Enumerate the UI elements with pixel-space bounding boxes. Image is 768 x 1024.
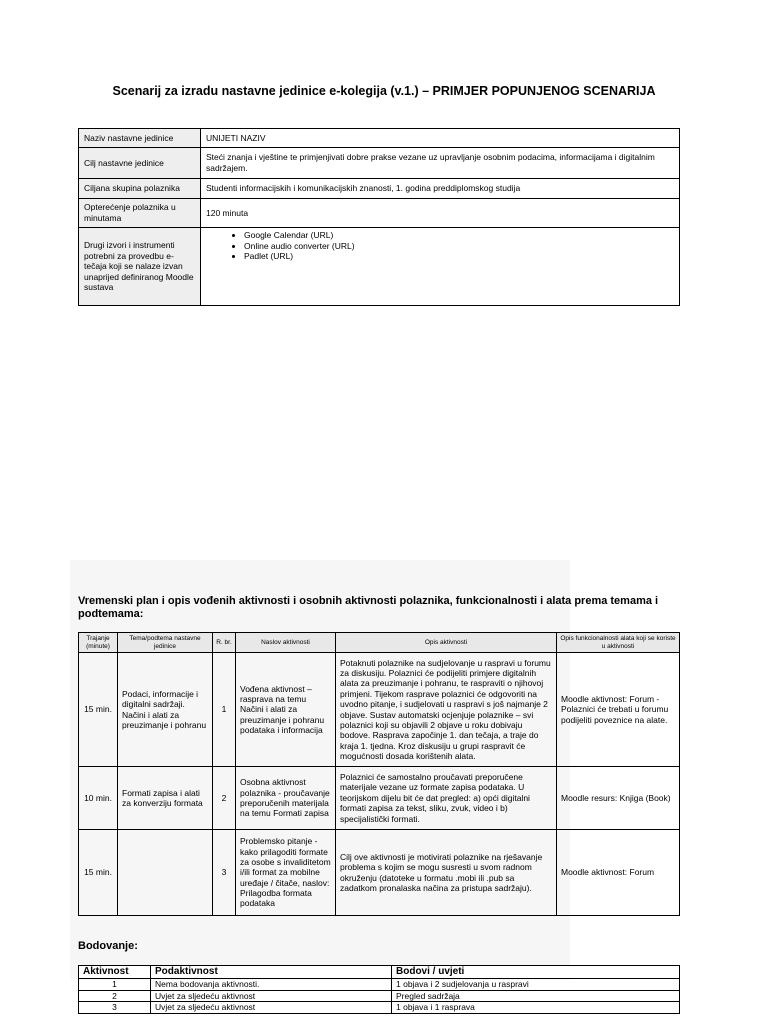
col-header-number: R. br.	[213, 633, 236, 653]
scoring-heading: Bodovanje:	[78, 940, 138, 952]
plan-row	[79, 767, 680, 830]
plan-topic: Podaci, informacije i digitalni sadržaji. Načini i alati za preuzimanje i pohranu	[118, 653, 213, 767]
scoring-points: 1 objava i 1 rasprava	[392, 1002, 680, 1014]
scoring-row	[79, 979, 680, 991]
scoring-activity: 2	[79, 990, 151, 1002]
plan-topic: Formati zapisa i alati za konverziju formata	[118, 767, 213, 830]
info-row	[79, 179, 680, 199]
plan-tools: Moodle aktivnost: Forum - Polaznici će trebati u forumu podijeliti poveznice na alate.	[557, 653, 680, 767]
info-row	[79, 129, 680, 148]
info-row	[79, 228, 680, 306]
plan-row	[79, 830, 680, 916]
info-row	[79, 199, 680, 228]
col-header-description: Opis aktivnosti	[336, 633, 557, 653]
plan-tools: Moodle aktivnost: Forum	[557, 830, 680, 916]
plan-row	[79, 653, 680, 767]
plan-topic	[118, 830, 213, 916]
info-value: UNIJETI NAZIV	[201, 129, 680, 148]
col-header-topic: Tema/podtema nastavne jedinice	[118, 633, 213, 653]
plan-tools: Moodle resurs: Knjiga (Book)	[557, 767, 680, 830]
plan-heading: Vremenski plan i opis vođenih aktivnosti i osobnih aktivnosti polaznika, funkcionalnosti i alata prema temama i podtemama:	[78, 595, 659, 621]
col-header-subactivity: Podaktivnost	[151, 966, 392, 979]
plan-number: 1	[213, 653, 236, 767]
unit-info-table	[78, 128, 680, 306]
tools-list	[206, 230, 674, 262]
info-label: Opterećenje polaznika u minutama	[79, 199, 201, 228]
scoring-activity: 3	[79, 1002, 151, 1014]
plan-duration: 10 min.	[79, 767, 118, 830]
plan-number: 3	[213, 830, 236, 916]
info-value: Studenti informacijskih i komunikacijskih znanosti, 1. godina preddiplomskog studija	[201, 179, 680, 199]
scoring-subactivity: Uvjet za sljedeću aktivnost	[151, 1002, 392, 1014]
scoring-row	[79, 990, 680, 1002]
tool-item: • Online audio converter (URL)	[244, 241, 674, 252]
scoring-header-row	[79, 966, 680, 979]
plan-activity-title: Problemsko pitanje - kako prilagoditi formate za osobe s invaliditetom i/ili format za mobilne uređaje / čitače, naslov: Prilagodba formata podataka	[236, 830, 336, 916]
plan-duration: 15 min.	[79, 653, 118, 767]
info-label: Cilj nastavne jedinice	[79, 148, 201, 179]
tool-item: • Google Calendar (URL)	[244, 230, 674, 241]
col-header-activity: Aktivnost	[79, 966, 151, 979]
plan-activity-title: Osobna aktivnost polaznika - proučavanje preporučenih materijala na temu Formati zapisa	[236, 767, 336, 830]
plan-header-row	[79, 633, 680, 653]
info-value	[201, 228, 680, 306]
scoring-activity: 1	[79, 979, 151, 991]
scoring-table	[78, 965, 680, 1014]
info-value: Steći znanja i vještine te primjenjivati dobre prakse vezane uz upravljanje osobnim podacima, informacijama i digitalnim sadržajem.	[201, 148, 680, 179]
col-header-duration: Trajanje (minute)	[79, 633, 118, 653]
scoring-subactivity: Uvjet za sljedeću aktivnost	[151, 990, 392, 1002]
scoring-points: Pregled sadržaja	[392, 990, 680, 1002]
scoring-row	[79, 1002, 680, 1014]
col-header-activity-title: Naslov aktivnosti	[236, 633, 336, 653]
info-label: Ciljana skupina polaznika	[79, 179, 201, 199]
scoring-subactivity: Nema bodovanja aktivnosti.	[151, 979, 392, 991]
plan-duration: 15 min.	[79, 830, 118, 916]
tool-item: • Padlet (URL)	[244, 251, 674, 262]
info-label: Naziv nastavne jedinice	[79, 129, 201, 148]
plan-number: 2	[213, 767, 236, 830]
plan-description: Cilj ove aktivnosti je motivirati polaznike na rješavanje problema s kojim se mogu susresti u svom radnom okruženju (datoteke u formatu .mobi ili .pub sa zadatkom pronalaska načina za pristupa sadržaju).	[336, 830, 557, 916]
info-row	[79, 148, 680, 179]
info-label: Drugi izvori i instrumenti potrebni za provedbu e-tečaja koji se nalaze izvan unaprijed definiranog Moodle sustava	[79, 228, 201, 306]
scoring-points: 1 objava i 2 sudjelovanja u raspravi	[392, 979, 680, 991]
col-header-points: Bodovi / uvjeti	[392, 966, 680, 979]
col-header-tools: Opis funkcionalnosti alata koji se koriste u aktivnosti	[557, 633, 680, 653]
plan-description: Potaknuti polaznike na sudjelovanje u raspravi u forumu za diskusiju. Polaznici će podijeliti primjere digitalnih alata za preuzimanje i pohranu, te raspraviti o njihovoj primjeni. Tijekom rasprave polaznici će odgovoriti na uvodno pitanje, i sudjelovati u raspravi s još najmanje 2 objave. Sustav automatski ocjenjuje polaznike – svi polaznici koji su objavili 2 objave u roku dobivaju bodove. Rasprava započinje 1. dan tečaja, a traje do kraja 1. tjedna. Kroz diskusiju u grupi raspravit će mogućnosti dosada korištenih alata.	[336, 653, 557, 767]
document-title: Scenarij za izradu nastavne jedinice e-kolegija (v.1.) – PRIMJER POPUNJENOG SCENARIJA	[112, 84, 656, 98]
activity-plan-table	[78, 632, 680, 916]
plan-activity-title: Vođena aktivnost – rasprava na temu Načini i alati za preuzimanje i pohranu podataka i informacija	[236, 653, 336, 767]
plan-description: Polaznici će samostalno proučavati preporučene materijale vezane uz formate zapisa podataka. U teorijskom dijelu bit će dat pregled: a) opći digitalni formati zapisa za tekst, sliku, zvuk, video i b) specijalistički formati.	[336, 767, 557, 830]
info-value: 120 minuta	[201, 199, 680, 228]
